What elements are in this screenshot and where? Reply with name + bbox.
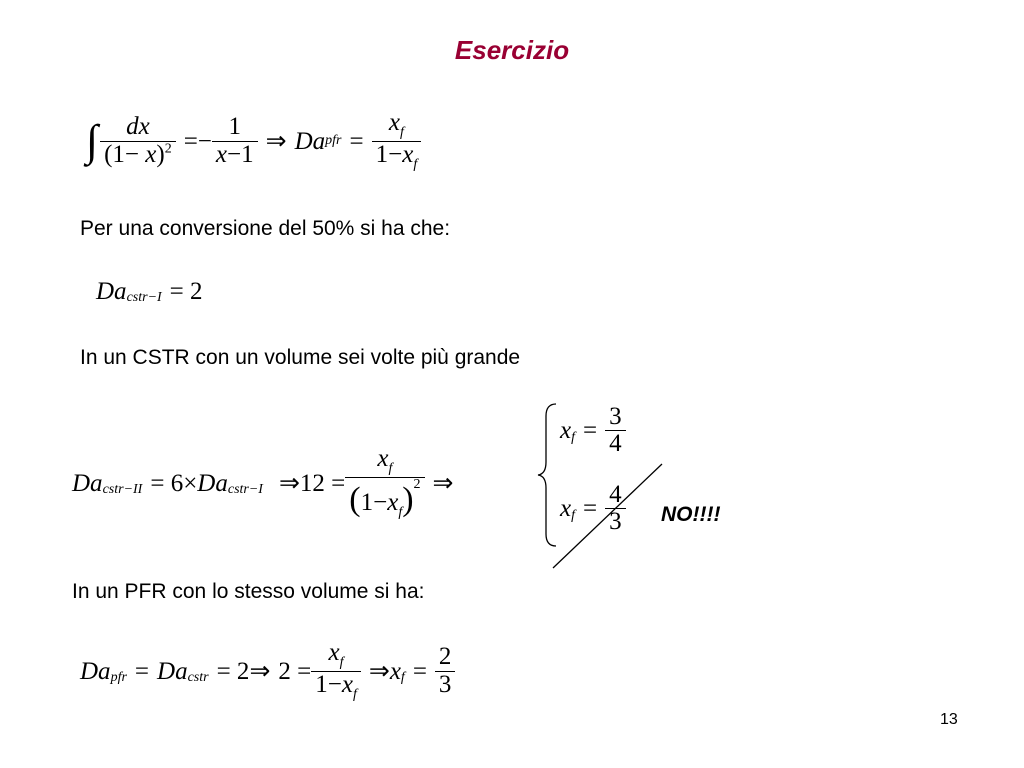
subscript: f	[571, 507, 575, 523]
var-x: x	[387, 488, 399, 516]
var-x: x	[377, 445, 389, 472]
equation-rhs: = 2	[169, 277, 203, 305]
subscript: cstr−I	[126, 290, 162, 305]
den-var: x	[215, 140, 228, 168]
var-x: x	[560, 495, 572, 523]
fraction-numerator: 4	[609, 481, 622, 508]
subscript: f	[388, 461, 393, 476]
var-x: x	[388, 109, 400, 136]
pfr-equation	[80, 640, 455, 702]
damkohler-symbol: Da	[72, 469, 103, 497]
rejection-label: NO!!!!	[661, 503, 721, 526]
fraction-conversion	[311, 640, 361, 702]
fraction-one	[212, 114, 258, 168]
solution-three-quarters	[560, 404, 626, 458]
den-var: x	[145, 140, 157, 168]
subscript: cstr−I	[227, 482, 263, 498]
var-x: x	[560, 417, 572, 445]
implies-arrow: ⇒	[249, 657, 271, 685]
integral-equation	[86, 110, 421, 172]
page-number: 13	[940, 711, 958, 728]
minus-sign: −	[197, 127, 212, 155]
den-text: 1−	[360, 488, 388, 516]
fraction-denominator	[372, 142, 422, 173]
subscript: pfr	[325, 133, 342, 149]
fraction-denominator	[311, 672, 361, 703]
text-cstr-volume: In un CSTR con un volume sei volte più grande	[80, 346, 521, 369]
equation-rhs: = 2	[216, 657, 250, 685]
den-close: )	[156, 140, 165, 168]
den-text: 1−	[375, 140, 403, 168]
subscript: f	[413, 156, 418, 172]
den-text: (1	[104, 140, 125, 168]
damkohler-cstr-i-equation	[96, 277, 203, 305]
subscript: cstr−II	[102, 482, 143, 498]
fraction-dx	[100, 114, 176, 168]
strike-line	[550, 462, 665, 572]
equals-sign: =	[583, 417, 598, 445]
fraction-result	[435, 644, 456, 698]
fraction-denominator: 4	[609, 430, 622, 458]
damkohler-symbol: Da	[80, 657, 111, 685]
cstr-ii-equation	[72, 446, 454, 520]
fraction	[605, 404, 626, 458]
equals-sign: =	[412, 657, 427, 685]
var-x: x	[341, 670, 353, 698]
implies-arrow: ⇒	[265, 127, 287, 155]
subscript: f	[571, 429, 575, 445]
paren-close: )	[402, 480, 414, 518]
subscript: pfr	[110, 670, 127, 686]
equals-sign: =	[349, 127, 364, 155]
subscript: f	[352, 686, 357, 702]
text-conversion-50: Per una conversione del 50% si ha che:	[80, 217, 451, 240]
den-minus: −	[124, 140, 139, 168]
fraction-denominator: 3	[438, 670, 452, 698]
var-x: x	[328, 639, 340, 666]
subscript: f	[398, 504, 403, 520]
damkohler-symbol: Da	[197, 469, 228, 497]
implies-arrow: ⇒	[432, 469, 454, 497]
fraction-conversion	[372, 110, 422, 172]
implies-arrow: ⇒	[368, 657, 390, 685]
implies-arrow: ⇒	[278, 469, 300, 497]
subscript: f	[400, 670, 405, 686]
fraction-numerator	[325, 640, 348, 671]
den-text: −1	[227, 140, 254, 168]
fraction-numerator: 3	[609, 403, 622, 430]
fraction-denominator	[345, 478, 424, 521]
den-text: 1−	[315, 670, 342, 698]
fraction-numerator: dx	[126, 113, 150, 141]
subscript: cstr	[187, 670, 209, 686]
fraction-denominator: 3	[609, 508, 622, 536]
subscript: f	[339, 655, 344, 670]
damkohler-symbol: Da	[294, 127, 326, 155]
slide-title: Esercizio	[454, 35, 570, 65]
text-pfr-volume: In un PFR con lo stesso volume si ha:	[72, 580, 425, 603]
equation-lhs: 12 =	[299, 469, 346, 497]
fraction-denominator	[212, 142, 258, 168]
integral-sign: ∫	[86, 116, 99, 166]
fraction-denominator	[100, 142, 176, 168]
damkohler-symbol: Da	[157, 657, 188, 685]
subscript: f	[400, 125, 404, 140]
equals-sign: =	[583, 495, 598, 523]
equals-sign: =	[183, 127, 198, 155]
exponent: 2	[413, 476, 421, 492]
equals-sign: =	[134, 657, 150, 685]
fraction-numerator: 1	[228, 113, 242, 141]
exponent: 2	[164, 141, 172, 157]
damkohler-symbol: Da	[96, 277, 127, 305]
paren-open: (	[349, 480, 361, 518]
equation-multiplier: = 6×	[150, 469, 198, 497]
var-x: x	[402, 140, 414, 168]
fraction-numerator: 2	[438, 643, 452, 671]
fraction-squared	[345, 446, 424, 520]
var-x: x	[389, 657, 401, 685]
fraction-numerator	[373, 446, 396, 477]
fraction-numerator	[385, 110, 408, 141]
equation-lhs: 2 =	[278, 657, 312, 685]
